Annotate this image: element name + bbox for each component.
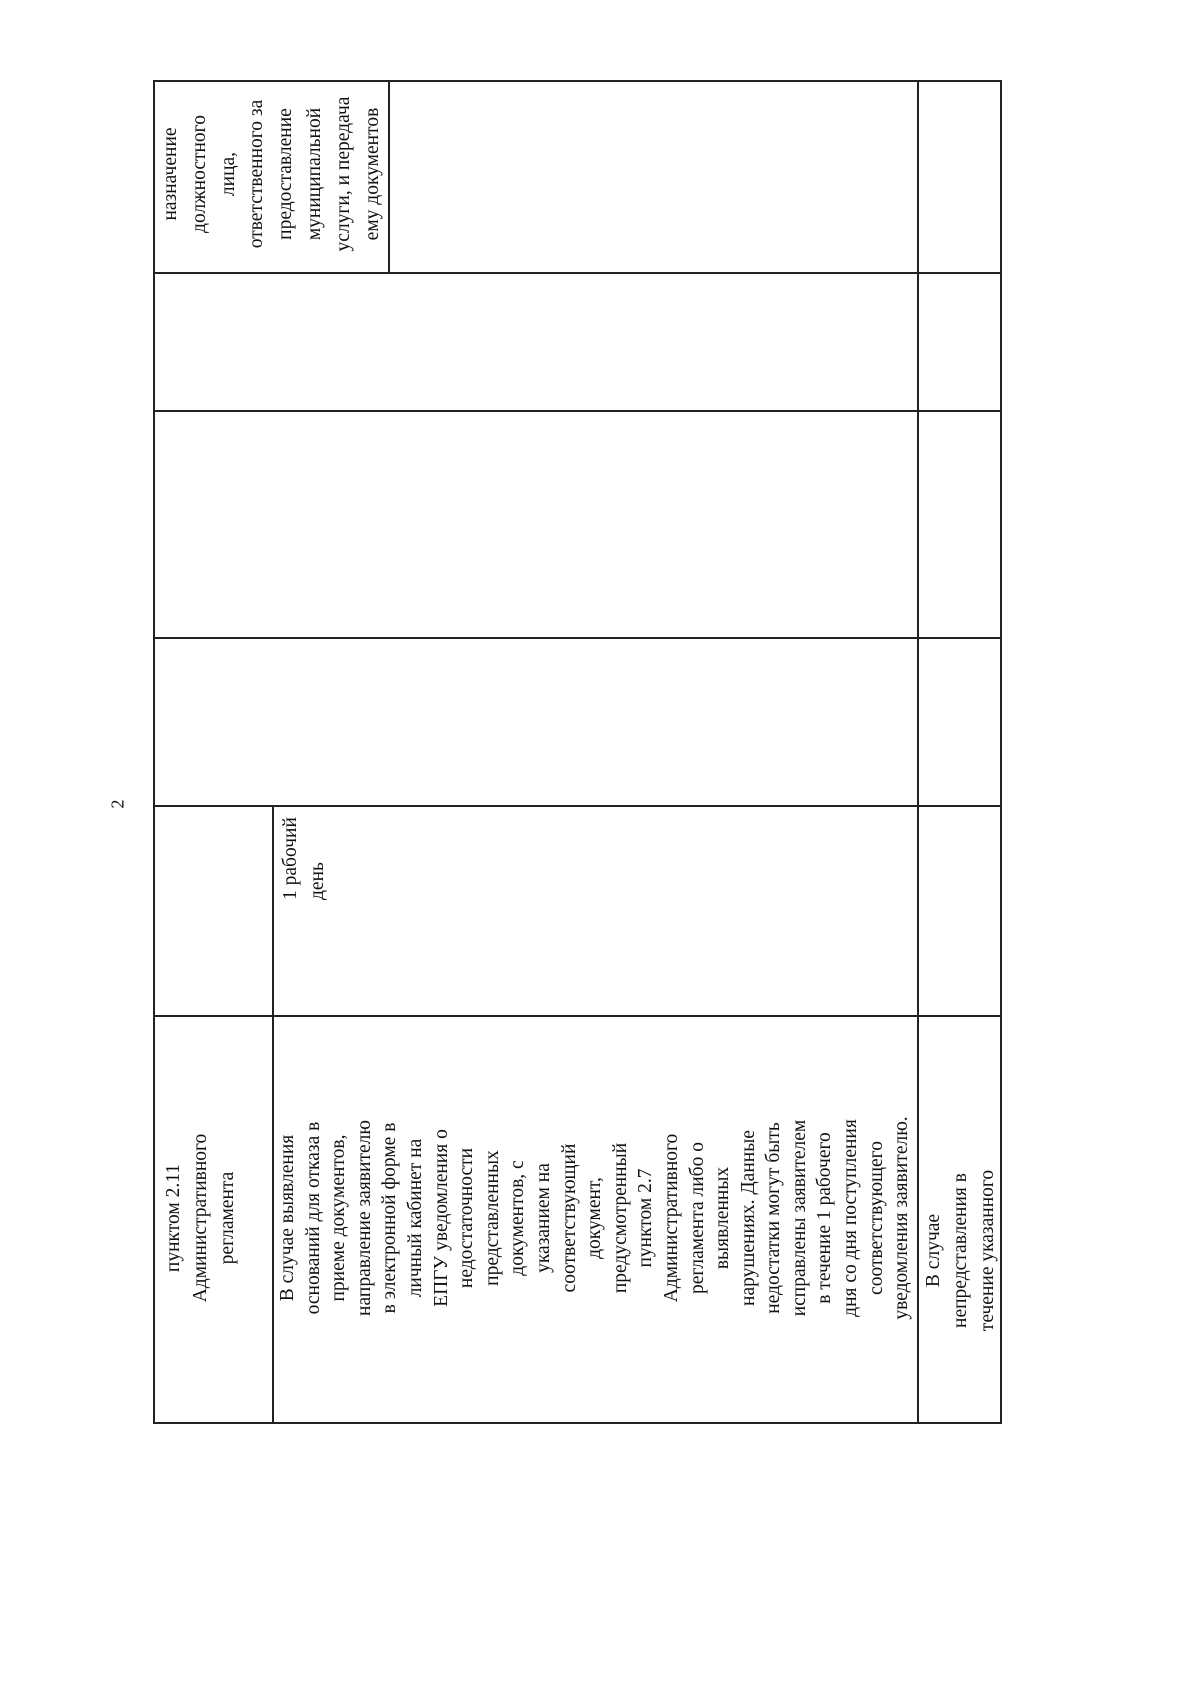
cell-top-continuation: пунктом 2.11 Административного регламента bbox=[163, 1133, 238, 1303]
table-grid-line bbox=[917, 80, 919, 1423]
table-border-bottom bbox=[153, 1422, 1002, 1424]
cell-duration: 1 рабочий день bbox=[280, 817, 328, 900]
cell-next-action: В случае непредставления в течение указанного bbox=[923, 1169, 998, 1332]
table-grid-line bbox=[153, 637, 1002, 639]
table-grid-line bbox=[153, 410, 1002, 412]
table-border-left bbox=[153, 80, 155, 1423]
table-grid-line bbox=[153, 272, 1002, 274]
cell-main-action: В случае выявления оснований для отказа в приеме документов, направление заявителю в электронной форме в личный кабинет на ЕПГУ уведомления о недостаточности представленных документов, с указанием на соответствующий документ, предусмотренный пунктом 2.7 Административного регламента либо о выявленных нарушениях. Данные недостатки могут быть исправлены заявителем в течение 1 рабочего дня со дня поступления соответствующего уведомления заявителю. bbox=[277, 1116, 913, 1320]
table-grid-line bbox=[272, 805, 274, 1422]
page-number: 2 bbox=[107, 799, 128, 809]
cell-result: назначение должностного лица, ответственного за предоставление муниципальной услуги, и передача ему документов bbox=[160, 96, 383, 252]
table-grid-line bbox=[388, 80, 390, 273]
